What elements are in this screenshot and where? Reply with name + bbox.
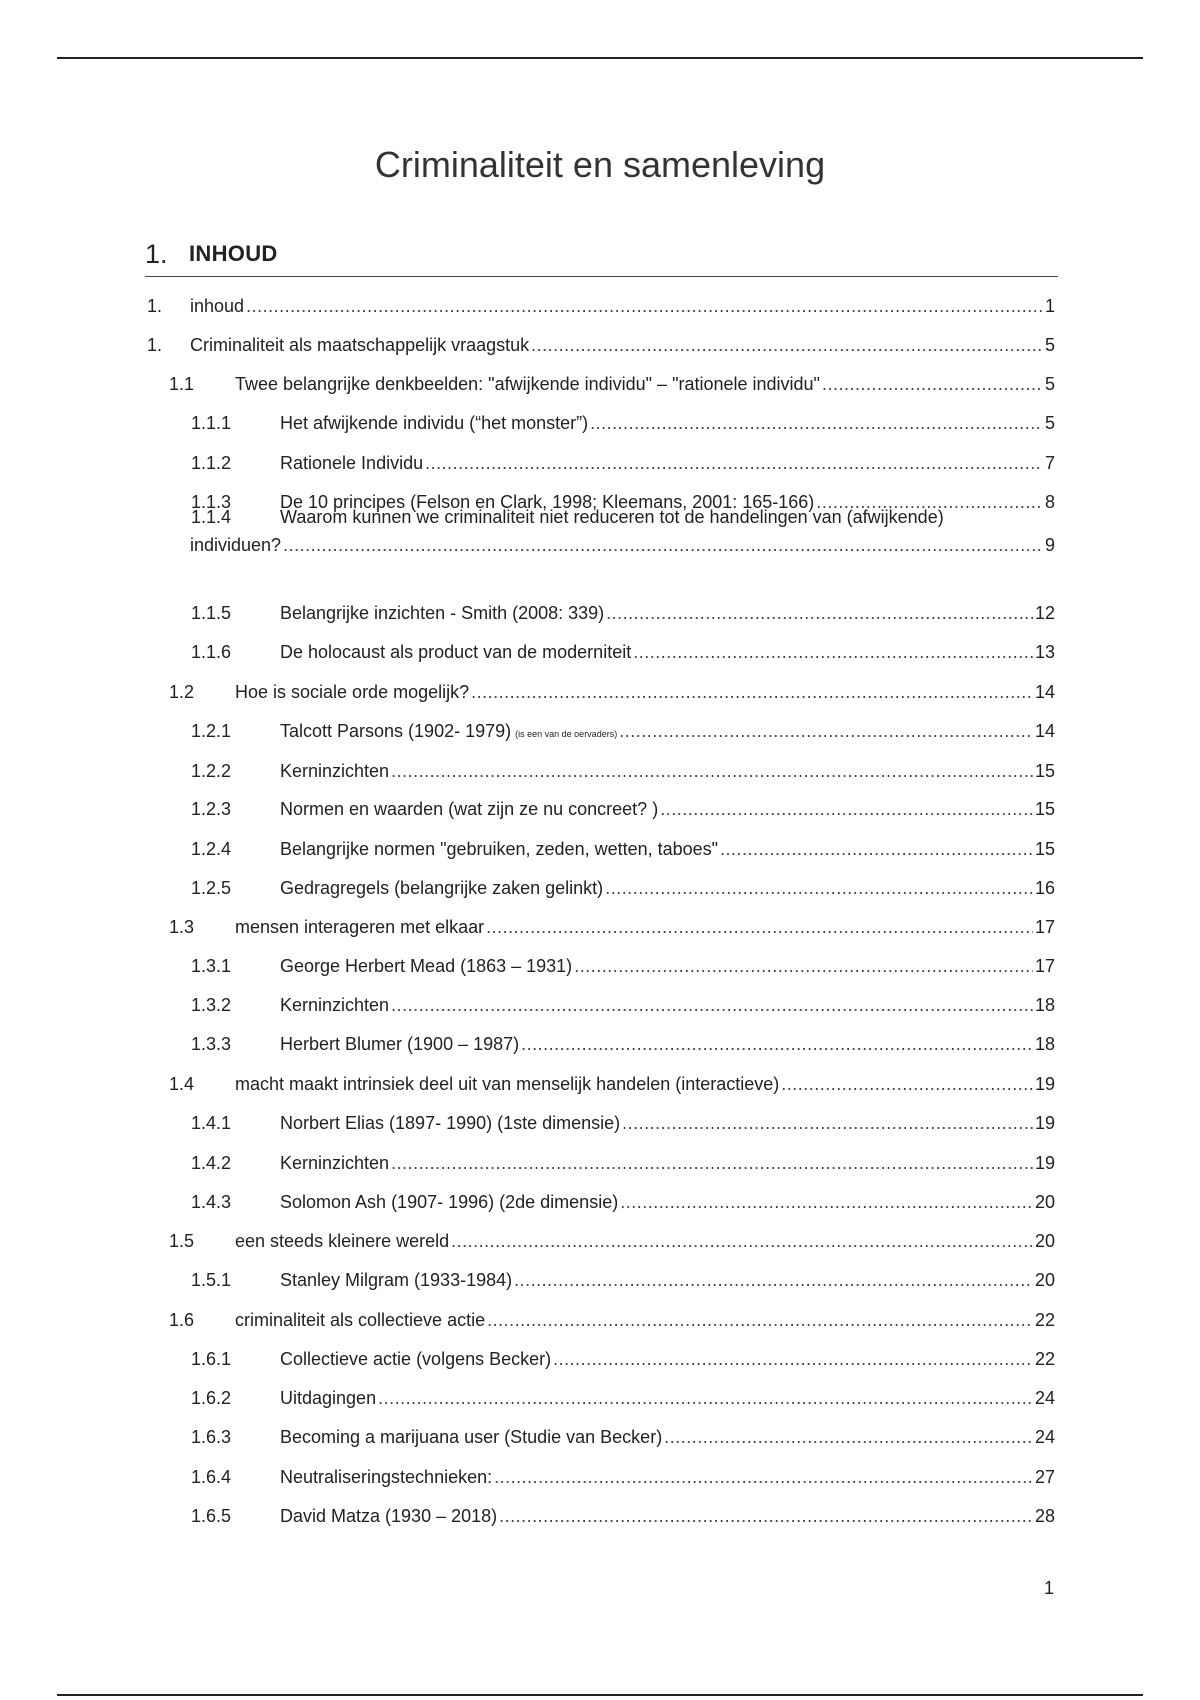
toc-entry-page: 24 bbox=[1034, 1388, 1055, 1408]
toc-entry-title-text: Belangrijke normen "gebruiken, zeden, wetten, taboes" bbox=[280, 839, 719, 859]
toc-entry-title bbox=[280, 837, 718, 861]
dot-leader bbox=[553, 1347, 1033, 1371]
toc-entry[interactable] bbox=[191, 1504, 1055, 1528]
toc-entry-title-text: Rationele Individu bbox=[280, 453, 424, 473]
toc-entry-title bbox=[235, 372, 820, 396]
toc-entry-page: 24 bbox=[1034, 1427, 1055, 1447]
dot-leader bbox=[486, 915, 1033, 939]
heading-number: 1. bbox=[145, 238, 168, 269]
toc-entry-title-text: mensen interageren met elkaar bbox=[235, 917, 485, 937]
dot-leader bbox=[781, 1072, 1033, 1096]
toc-entry[interactable] bbox=[191, 1465, 1055, 1489]
dot-leader bbox=[391, 759, 1033, 783]
toc-entry-title bbox=[235, 680, 469, 704]
toc-entry-title-text: De 10 principes (Felson en Clark, 1998; Kleemans, 2001: 165-166) bbox=[280, 492, 815, 512]
toc-entry-page: 14 bbox=[1034, 721, 1055, 741]
toc-entry-title bbox=[280, 1190, 618, 1214]
toc-entry-title-text: Becoming a marijuana user (Studie van Becker) bbox=[280, 1427, 663, 1447]
toc-entry[interactable] bbox=[191, 1032, 1055, 1056]
toc-entry-page: 5 bbox=[1044, 335, 1055, 355]
toc-entry-number: 1.4.1 bbox=[191, 1113, 232, 1133]
dot-leader bbox=[521, 1032, 1033, 1056]
toc-entry-number: 1.6 bbox=[169, 1310, 195, 1330]
toc-entry-title bbox=[280, 1347, 551, 1371]
toc-entry-number: 1.4.3 bbox=[191, 1192, 232, 1212]
toc-entry[interactable] bbox=[191, 1151, 1055, 1175]
toc-entry-number: 1.1.4 bbox=[191, 507, 232, 527]
toc-entry-page: 8 bbox=[1044, 492, 1055, 512]
toc-entry[interactable] bbox=[191, 876, 1055, 900]
toc-entry-title bbox=[280, 993, 389, 1017]
dot-leader bbox=[246, 294, 1043, 318]
toc-entry-title-text: De holocaust als product van de moderniteit bbox=[280, 642, 632, 662]
toc-entry[interactable] bbox=[169, 915, 1055, 939]
toc-entry-title-text: Neutraliseringstechnieken: bbox=[280, 1467, 493, 1487]
heading-text: INHOUD bbox=[189, 241, 278, 266]
dot-leader bbox=[487, 1308, 1033, 1332]
toc-entry-title-text: macht maakt intrinsiek deel uit van menselijk handelen (interactieve) bbox=[235, 1074, 780, 1094]
toc-entry[interactable] bbox=[191, 954, 1055, 978]
document-title: Criminaliteit en samenleving bbox=[374, 144, 826, 185]
page-number: 1 bbox=[1043, 1578, 1054, 1598]
toc-entry-number: 1.3.3 bbox=[191, 1034, 232, 1054]
toc-entry[interactable] bbox=[191, 1425, 1055, 1449]
toc-entry[interactable] bbox=[169, 1072, 1055, 1096]
dot-leader bbox=[574, 954, 1033, 978]
toc-entry-page: 17 bbox=[1034, 917, 1055, 937]
toc-entry-number: 1.1.2 bbox=[191, 453, 232, 473]
toc-entry-number: 1.6.5 bbox=[191, 1506, 232, 1526]
toc-entry-title-text: Herbert Blumer (1900 – 1987) bbox=[280, 1034, 520, 1054]
toc-entry-title-text: criminaliteit als collectieve actie bbox=[235, 1310, 486, 1330]
toc-entry-page: 18 bbox=[1034, 1034, 1055, 1054]
toc-entry-number: 1.2.5 bbox=[191, 878, 232, 898]
toc-entry-note: (is een van de oervaders) bbox=[515, 729, 618, 739]
toc-entry-page: 18 bbox=[1034, 995, 1055, 1015]
dot-leader bbox=[451, 1229, 1033, 1253]
toc-entry-title bbox=[235, 1072, 779, 1096]
toc-entry-number: 1.6.2 bbox=[191, 1388, 232, 1408]
toc-entry-page: 20 bbox=[1034, 1231, 1055, 1251]
dot-leader bbox=[590, 411, 1043, 435]
toc-entry-page: 20 bbox=[1034, 1192, 1055, 1212]
toc-entry-title: Waarom kunnen we criminaliteit niet reduceren tot de handelingen van (afwijkende) bbox=[280, 507, 944, 527]
toc-entry[interactable] bbox=[191, 1190, 1055, 1214]
toc-entry-page: 22 bbox=[1034, 1349, 1055, 1369]
toc-entry-number: 1.1 bbox=[169, 374, 195, 394]
toc-entry-page: 19 bbox=[1034, 1074, 1055, 1094]
bottom-rule bbox=[57, 1694, 1143, 1696]
toc-entry[interactable] bbox=[147, 333, 1055, 357]
toc-entry-number: 1.6.1 bbox=[191, 1349, 232, 1369]
toc-entry-page: 15 bbox=[1034, 799, 1055, 819]
toc-entry-title bbox=[280, 1151, 389, 1175]
dot-leader bbox=[531, 333, 1043, 357]
toc-entry-number: 1. bbox=[147, 296, 163, 316]
toc-entry-title-text: Gedragregels (belangrijke zaken gelinkt) bbox=[280, 878, 604, 898]
toc-entry-title-text: Criminaliteit als maatschappelijk vraagstuk bbox=[190, 335, 530, 355]
toc-entry-title bbox=[280, 1032, 519, 1056]
toc-entry[interactable] bbox=[191, 601, 1055, 625]
toc-entry-title-text: Uitdagingen bbox=[280, 1388, 377, 1408]
dot-leader bbox=[660, 797, 1033, 821]
dot-leader bbox=[499, 1504, 1033, 1528]
dot-leader bbox=[664, 1425, 1033, 1449]
toc-entry[interactable] bbox=[169, 1229, 1055, 1253]
toc-entry-number: 1.4.2 bbox=[191, 1153, 232, 1173]
toc-entry[interactable] bbox=[147, 294, 1055, 318]
toc-entry-title-text: Solomon Ash (1907- 1996) (2de dimensie) bbox=[280, 1192, 619, 1212]
toc-entry-number: 1.3.1 bbox=[191, 956, 232, 976]
toc-entry-title bbox=[235, 1308, 485, 1332]
toc-entry-title-text: Norbert Elias (1897- 1990) (1ste dimensie) bbox=[280, 1113, 621, 1133]
toc-entry-title-text: Normen en waarden (wat zijn ze nu concreet? ) bbox=[280, 799, 659, 819]
top-rule bbox=[57, 57, 1143, 59]
toc-entry-page: 17 bbox=[1034, 956, 1055, 976]
toc-entry-page: 5 bbox=[1044, 413, 1055, 433]
toc-entry-number: 1.1.6 bbox=[191, 642, 232, 662]
toc-entry-number: 1.1.5 bbox=[191, 603, 232, 623]
toc-heading bbox=[145, 232, 1058, 277]
toc-entry[interactable] bbox=[191, 1268, 1055, 1292]
toc-entry-number: 1.2.2 bbox=[191, 761, 232, 781]
toc-entry-number: 1.2.3 bbox=[191, 799, 232, 819]
toc-entry[interactable] bbox=[191, 759, 1055, 783]
toc-entry-number: 1.1.3 bbox=[191, 492, 232, 512]
dot-leader bbox=[514, 1268, 1033, 1292]
toc-entry-page: 9 bbox=[1044, 535, 1055, 555]
dot-leader bbox=[822, 372, 1043, 396]
toc-entry-title bbox=[280, 1386, 376, 1410]
toc-entry-title-text: Collectieve actie (volgens Becker) bbox=[280, 1349, 552, 1369]
toc-entry-title bbox=[280, 876, 603, 900]
toc-entry[interactable] bbox=[169, 680, 1055, 704]
toc-entry-page: 1 bbox=[1044, 296, 1055, 316]
toc-entry-title bbox=[280, 759, 389, 783]
dot-leader bbox=[605, 876, 1033, 900]
toc-entry-title-text: Kerninzichten bbox=[280, 995, 390, 1015]
toc-entry[interactable] bbox=[191, 719, 1055, 743]
toc-entry-title bbox=[280, 719, 617, 746]
toc-entry-title-text: David Matza (1930 – 2018) bbox=[280, 1506, 498, 1526]
toc-entry-title bbox=[280, 411, 588, 435]
toc-entry-number: 1.6.4 bbox=[191, 1467, 232, 1487]
toc-entry-title-text: George Herbert Mead (1863 – 1931) bbox=[280, 956, 573, 976]
dot-leader bbox=[391, 1151, 1033, 1175]
toc-entry-title bbox=[280, 1465, 492, 1489]
toc-entry-number: 1.2.4 bbox=[191, 839, 232, 859]
toc-entry-title bbox=[280, 451, 423, 475]
toc-entry-title-text: Belangrijke inzichten - Smith (2008: 339) bbox=[280, 603, 605, 623]
dot-leader bbox=[606, 601, 1033, 625]
toc-entry-title bbox=[280, 1425, 662, 1449]
toc-entry-number: 1.4 bbox=[169, 1074, 195, 1094]
toc-entry[interactable] bbox=[191, 1386, 1055, 1410]
toc-entry-page: 14 bbox=[1034, 682, 1055, 702]
dot-leader bbox=[619, 719, 1033, 743]
toc-entry-title bbox=[280, 1111, 620, 1135]
toc-entry-title bbox=[235, 915, 484, 939]
toc-entry-page: 19 bbox=[1034, 1113, 1055, 1133]
toc-entry-number: 1.3.2 bbox=[191, 995, 232, 1015]
toc-entry[interactable] bbox=[190, 533, 1055, 557]
dot-leader bbox=[633, 640, 1033, 664]
toc-entry-number: 1.6.3 bbox=[191, 1427, 232, 1447]
toc-entry-title bbox=[280, 797, 658, 821]
toc-entry-page: 13 bbox=[1034, 642, 1055, 662]
toc-entry-title-text: Kerninzichten bbox=[280, 761, 390, 781]
toc-entry-number: 1. bbox=[147, 335, 163, 355]
toc-entry-number: 1.1.1 bbox=[191, 413, 232, 433]
toc-entry-title-text: Talcott Parsons (1902- 1979) bbox=[280, 721, 512, 741]
toc-entry[interactable] bbox=[191, 1111, 1055, 1135]
toc-entry-page: 20 bbox=[1034, 1270, 1055, 1290]
toc-entry-title bbox=[280, 601, 604, 625]
toc-entry[interactable] bbox=[191, 640, 1055, 664]
toc-entry-number: 1.5.1 bbox=[191, 1270, 232, 1290]
toc-entry[interactable] bbox=[191, 451, 1055, 475]
toc-entry-number: 1.2 bbox=[169, 682, 195, 702]
toc-entry-number: 1.5 bbox=[169, 1231, 195, 1251]
toc-entry-number: 1.3 bbox=[169, 917, 195, 937]
toc-entry-number: 1.2.1 bbox=[191, 721, 232, 741]
toc-entry-title-text: een steeds kleinere wereld bbox=[235, 1231, 450, 1251]
dot-leader bbox=[620, 1190, 1033, 1214]
dot-leader bbox=[494, 1465, 1033, 1489]
toc-entry-title bbox=[190, 294, 244, 318]
toc-entry[interactable] bbox=[191, 411, 1055, 435]
toc-entry-title-text: Het afwijkende individu (“het monster”) bbox=[280, 413, 589, 433]
dot-leader bbox=[720, 837, 1033, 861]
dot-leader bbox=[425, 451, 1043, 475]
toc-entry-page: 27 bbox=[1034, 1467, 1055, 1487]
toc-entry-page: 22 bbox=[1034, 1310, 1055, 1330]
toc-entry-line1[interactable] bbox=[191, 505, 944, 529]
dot-leader bbox=[391, 993, 1033, 1017]
toc-entry[interactable] bbox=[191, 797, 1055, 821]
toc-entry-title-text: Hoe is sociale orde mogelijk? bbox=[235, 682, 470, 702]
toc-entry-page: 15 bbox=[1034, 839, 1055, 859]
toc-entry-title-text: Kerninzichten bbox=[280, 1153, 390, 1173]
dot-leader bbox=[622, 1111, 1033, 1135]
toc-entry-page: 16 bbox=[1034, 878, 1055, 898]
toc-entry[interactable] bbox=[191, 1347, 1055, 1371]
toc-entry-title bbox=[190, 333, 529, 357]
toc-entry-title bbox=[280, 1268, 512, 1292]
dot-leader bbox=[378, 1386, 1033, 1410]
toc-entry-title-text: inhoud bbox=[190, 296, 245, 316]
toc-entry-title bbox=[235, 1229, 449, 1253]
toc-entry-title bbox=[280, 1504, 497, 1528]
toc-entry[interactable] bbox=[169, 372, 1055, 396]
toc-entry-title-text: Stanley Milgram (1933-1984) bbox=[280, 1270, 513, 1290]
toc-entry-title bbox=[280, 954, 572, 978]
toc-entry[interactable] bbox=[191, 993, 1055, 1017]
toc-entry[interactable] bbox=[191, 837, 1055, 861]
dot-leader bbox=[471, 680, 1033, 704]
toc-entry-page: 12 bbox=[1034, 603, 1055, 623]
toc-entry-title-continued: individuen? bbox=[190, 535, 282, 555]
toc-entry-page: 15 bbox=[1034, 761, 1055, 781]
toc-entry[interactable] bbox=[169, 1308, 1055, 1332]
toc-entry-title bbox=[280, 640, 631, 664]
dot-leader bbox=[283, 533, 1043, 557]
toc-entry-page: 5 bbox=[1044, 374, 1055, 394]
toc-entry-page: 19 bbox=[1034, 1153, 1055, 1173]
toc-entry-page: 28 bbox=[1034, 1506, 1055, 1526]
toc-entry-title-text: Twee belangrijke denkbeelden: "afwijkende individu" – "rationele individu" bbox=[235, 374, 820, 394]
toc-entry-page: 7 bbox=[1044, 453, 1055, 473]
